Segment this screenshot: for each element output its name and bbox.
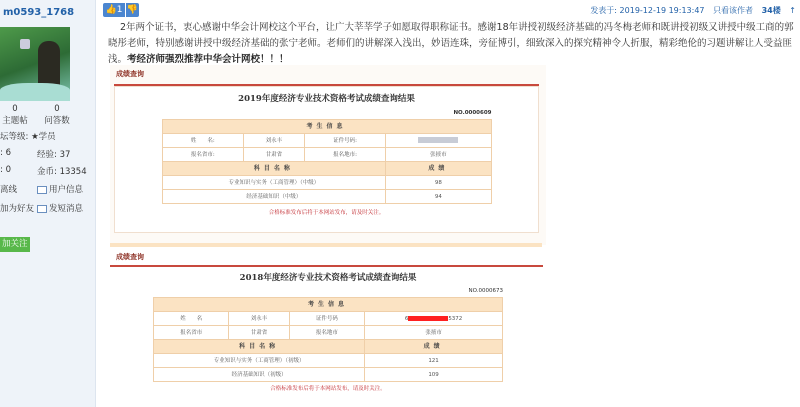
province-value: 甘肃省	[244, 148, 305, 162]
result-title: 2018年度经济专业技术资格考试成绩查询结果	[239, 273, 417, 283]
user-sidebar	[0, 0, 96, 407]
result-screenshot-2019	[110, 65, 546, 245]
subject-name: 经济基础知识（中级）	[162, 190, 386, 204]
id-value-blurred	[386, 134, 491, 148]
vote-bar	[103, 3, 139, 17]
info-header: 考生信息	[162, 120, 491, 134]
follow-button[interactable]: 加关注	[0, 237, 30, 252]
subject-name: 经济基础知识（初级）	[154, 368, 365, 382]
user-info-label: 用户信息	[49, 185, 84, 195]
section-title: 成绩查询	[116, 70, 144, 78]
id-suffix: 5372	[448, 315, 463, 322]
user-info-link[interactable]	[37, 183, 83, 195]
answers-count: 0	[54, 104, 60, 114]
province-label: 报名省市:	[162, 148, 244, 162]
topics-count: 0	[12, 104, 18, 114]
result-content	[110, 272, 546, 393]
envelope-icon	[37, 205, 47, 213]
subject-name: 专业知识与实务（工商管理）（初级）	[154, 354, 365, 368]
id-value-redacted	[365, 312, 503, 326]
subject-name: 专业知识与实务（工商管理）（中级）	[162, 176, 386, 190]
name-label: 姓 名	[154, 312, 229, 326]
online-status: 离线	[0, 185, 18, 195]
city-value: 张掖市	[386, 148, 491, 162]
city-value: 张掖市	[365, 326, 503, 340]
result-screenshot-2018	[110, 250, 546, 407]
result-note: 合格标准发布后将于本网站发布，请及时关注。	[270, 386, 386, 392]
add-friend-link[interactable]: 加为好友	[0, 204, 35, 214]
send-message-label: 发短消息	[49, 204, 84, 214]
result-table	[153, 297, 503, 382]
coins: 金币: 13354	[37, 167, 87, 177]
dislike-button[interactable]: 👎	[126, 5, 139, 15]
subject-score: 121	[365, 354, 503, 368]
id-label: 证件号码:	[304, 134, 386, 148]
like-button[interactable]: 👍1	[103, 3, 125, 17]
avatar[interactable]	[0, 27, 70, 101]
serial-number: NO.0000673	[468, 288, 503, 294]
name-value: 刘永丰	[244, 134, 305, 148]
like-count: 1	[116, 5, 123, 15]
stat-left-1: : 6	[0, 148, 11, 158]
subject-score: 94	[386, 190, 491, 204]
post-meta	[590, 5, 796, 16]
username-link[interactable]: m0593_1768	[3, 7, 75, 18]
send-message-link[interactable]	[37, 202, 83, 214]
section-title: 成绩查询	[116, 253, 144, 261]
only-author-link[interactable]: 只看该作者	[713, 6, 754, 15]
result-title: 2019年度经济专业技术资格考试成绩查询结果	[238, 94, 415, 104]
name-value: 刘永丰	[229, 312, 289, 326]
topics-stat[interactable]	[0, 103, 30, 127]
post-time: 发表于: 2019-12-19 19:13:47	[590, 6, 705, 15]
top-arrow-icon[interactable]: ↑	[789, 6, 796, 15]
subject-header: 科目名称	[154, 340, 365, 354]
id-label: 证件号码	[289, 312, 365, 326]
answers-stat[interactable]	[40, 103, 74, 127]
answers-label: 问答数	[44, 116, 70, 126]
stat-left-2: : 0	[0, 165, 11, 175]
profile-icon	[37, 186, 47, 194]
result-box	[114, 86, 539, 233]
post-text: 2年两个证书，衷心感谢中华会计网校这个平台，让广大莘莘学子如愿取得职称证书。感谢18年讲授初级经济基础的冯冬梅老师和既讲授初级又讲授中级工商的郭晓彤老师，特别感谢讲授中级经济基础的张宁老师。老师们的讲解深入浅出，妙语连珠，旁征博引，细致深入的探究精神令人折服，精彩绝伦的习题讲解让人受益匪浅。	[108, 22, 794, 65]
province-value: 甘肃省	[229, 326, 289, 340]
post-highlight: 考经济师强烈推荐中华会计网校！！！	[127, 54, 289, 65]
score-header: 成绩	[365, 340, 503, 354]
topics-label: 主题帖	[2, 116, 28, 126]
id-prefix: 6	[404, 315, 409, 322]
name-label: 姓 名:	[162, 134, 244, 148]
forum-level: 坛等级: ★学员	[0, 132, 56, 142]
city-label: 报名地市:	[304, 148, 386, 162]
floor-number[interactable]: 34楼	[761, 6, 781, 15]
province-label: 报名省市	[154, 326, 229, 340]
result-table	[162, 119, 492, 204]
post-body	[108, 20, 798, 68]
result-note: 合格标准发布后将于本网站发布，请及时关注。	[268, 210, 385, 216]
info-header: 考生信息	[154, 298, 503, 312]
city-label: 报名地市	[289, 326, 365, 340]
subject-header: 科目名称	[162, 162, 386, 176]
subject-score: 98	[386, 176, 491, 190]
score-header: 成绩	[386, 162, 491, 176]
subject-score: 109	[365, 368, 503, 382]
serial-number: NO.0000609	[453, 110, 492, 116]
experience: 经验: 37	[37, 150, 71, 160]
